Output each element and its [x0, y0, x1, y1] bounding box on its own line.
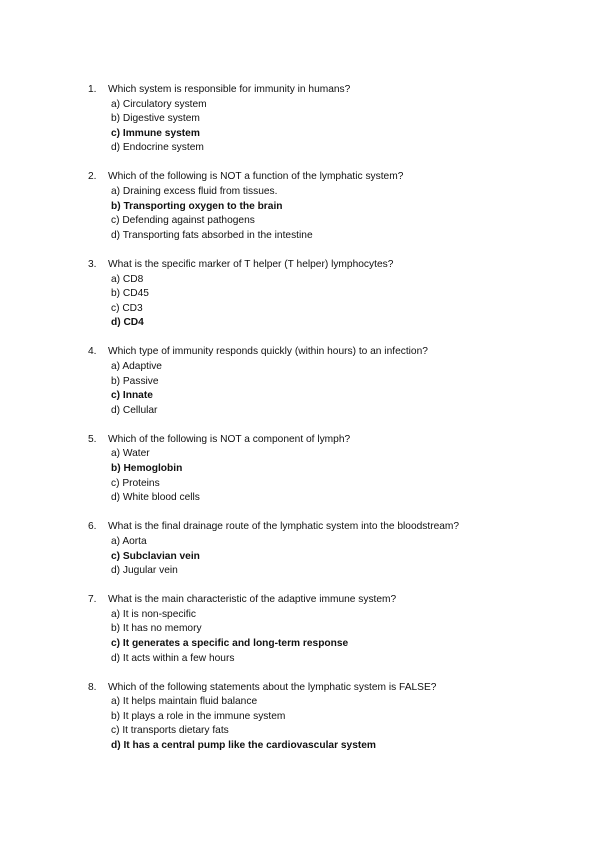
answer-option: a) Adaptive: [111, 361, 162, 372]
question-number: 6.: [88, 521, 97, 533]
answer-option: d) White blood cells: [111, 492, 200, 504]
answer-options: [88, 447, 568, 505]
answer-option: a) Draining excess fluid from tissues.: [111, 186, 278, 198]
answer-options: [88, 695, 568, 753]
question-text: Which type of immunity responds quickly (within hours) to an infection?: [108, 346, 428, 358]
answer-options: [88, 273, 568, 331]
question-number: 3.: [88, 258, 97, 270]
question-line: [88, 258, 568, 273]
question-line: [88, 83, 568, 98]
question-7: [88, 593, 568, 666]
question-number: 4.: [88, 346, 97, 358]
question-line: [88, 681, 568, 696]
question-text: What is the main characteristic of the adaptive immune system?: [108, 594, 397, 606]
question-number: 1.: [88, 84, 97, 95]
correct-answer-option: c) It generates a specific and long-term response: [111, 638, 349, 649]
answer-option: b) Digestive system: [111, 113, 200, 125]
question-line: [88, 170, 568, 185]
answer-option: d) Cellular: [111, 404, 158, 416]
question-text: What is the specific marker of T helper (T helper) lymphocytes?: [108, 258, 394, 270]
answer-option: c) Defending against pathogens: [111, 215, 255, 227]
answer-options: [88, 608, 568, 666]
question-line: [88, 593, 568, 608]
answer-option: b) CD45: [111, 288, 149, 300]
correct-answer-option: d) CD4: [111, 317, 144, 329]
question-8: [88, 681, 568, 754]
question-1: [88, 83, 568, 156]
question-4: [88, 345, 568, 418]
question-line: [88, 433, 568, 448]
answer-options: [88, 535, 568, 579]
answer-option: a) Water: [111, 448, 150, 460]
question-number: 5.: [88, 433, 97, 445]
question-number: 8.: [88, 681, 97, 693]
question-text: Which of the following statements about the lymphatic system is FALSE?: [108, 681, 437, 693]
answer-option: a) CD8: [111, 273, 144, 285]
correct-answer-option: c) Subclavian vein: [111, 550, 200, 562]
answer-option: c) CD3: [111, 302, 143, 314]
correct-answer-option: c) Innate: [111, 390, 153, 402]
answer-option: d) Transporting fats absorbed in the intestine: [111, 229, 313, 241]
correct-answer-option: d) It has a central pump like the cardiovascular system: [111, 740, 376, 752]
question-line: [88, 345, 568, 360]
correct-answer-option: c) Immune system: [111, 127, 200, 139]
question-3: [88, 258, 568, 331]
answer-option: a) Circulatory system: [111, 98, 207, 110]
question-text: What is the final drainage route of the lymphatic system into the bloodstream?: [108, 521, 460, 533]
question-number: 7.: [88, 594, 97, 606]
answer-option: b) It plays a role in the immune system: [111, 710, 286, 722]
answer-option: a) It is non-specific: [111, 608, 196, 620]
answer-option: d) Endocrine system: [111, 142, 204, 154]
question-text: Which of the following is NOT a component of lymph?: [108, 433, 351, 445]
answer-option: b) Passive: [111, 375, 159, 387]
answer-options: [88, 98, 568, 156]
question-text: Which system is responsible for immunity in humans?: [108, 84, 351, 95]
correct-answer-option: b) Hemoglobin: [111, 463, 183, 475]
question-text: Which of the following is NOT a function of the lymphatic system?: [108, 171, 404, 183]
question-2: [88, 170, 568, 243]
answer-option: c) It transports dietary fats: [111, 725, 229, 737]
answer-option: c) Proteins: [111, 477, 160, 489]
answer-option: b) It has no memory: [111, 623, 202, 635]
answer-option: d) It acts within a few hours: [111, 652, 235, 664]
question-6: [88, 520, 568, 578]
answer-options: [88, 185, 568, 243]
answer-option: a) It helps maintain fluid balance: [111, 696, 258, 708]
question-5: [88, 433, 568, 506]
answer-option: d) Jugular vein: [111, 565, 178, 577]
answer-option: a) Aorta: [111, 535, 147, 547]
question-line: [88, 520, 568, 535]
question-number: 2.: [88, 171, 97, 183]
answer-options: [88, 360, 568, 418]
quiz-question-list: [88, 83, 568, 768]
correct-answer-option: b) Transporting oxygen to the brain: [111, 200, 283, 212]
